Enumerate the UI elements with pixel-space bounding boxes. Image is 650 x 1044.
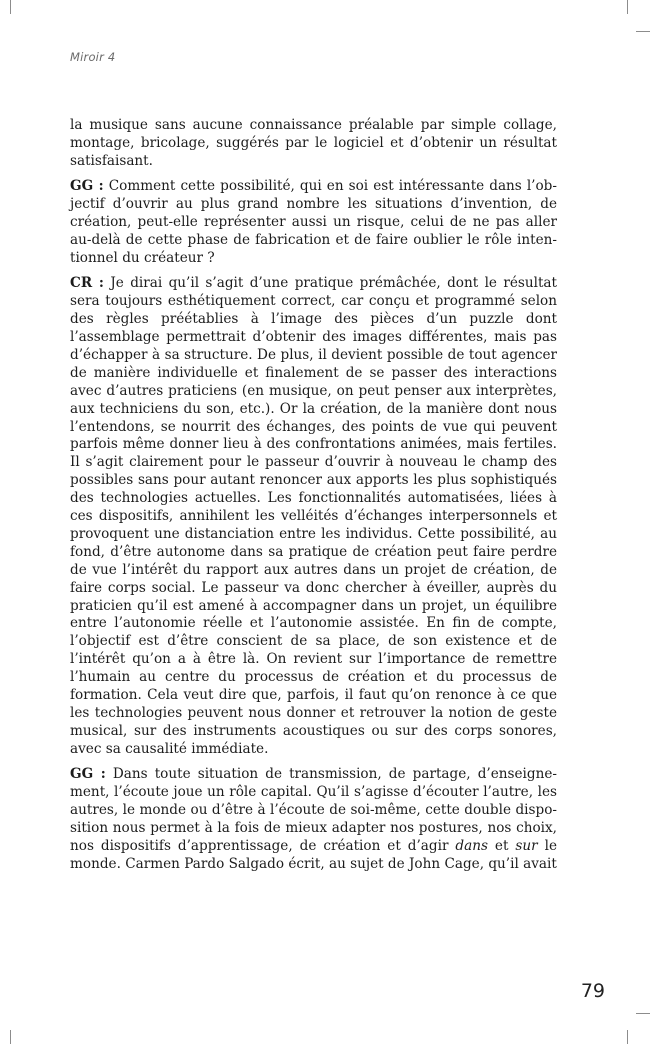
paragraph-4-text-after: le monde. Carmen Pardo Salgado écrit, au sujet de John Cage, qu’il avait (70, 837, 557, 872)
paragraph-4-text-before: Dans toute situation de transmission, de partage, d’enseignement, l’écoute joue un rôle capital. Qu’il s’agisse d’écouter l’autre, les autres, le monde ou d’être à l’écoute de soi-même, cette double disposition nous permet à la fois de mieux adapter nos postures, nos choix, nos dispositifs d’apprentissage, de création et d’agir (70, 766, 557, 854)
speaker-label: GG : (70, 178, 104, 195)
speaker-label: CR : (70, 275, 104, 292)
paragraph-1 (70, 117, 557, 171)
paragraph-2 (70, 178, 557, 268)
paragraph-4-text-mid: et (487, 837, 516, 854)
paragraph-4 (70, 766, 557, 873)
paragraph-3-text: Je dirai qu’il s’agit d’une pratique prémâchée, dont le résultat sera toujours esthétiquement correct, car conçu et programmé selon des règles préétablies à l’image des pièces d’un puzzle dont l’assemblage permettrait d’obtenir des images différentes, mais pas d’échapper à sa structure. De plus, il devient possible de tout agencer de manière individuelle et finalement de se passer des interactions avec d’autres praticiens (en musique, on peut penser aux interprètes, aux techniciens du son, etc.). Or la création, de la manière dont nous l’entendons, se nourrit des échanges, des points de vue qui peuvent parfois même donner lieu à des confrontations animées, mais fertiles. Il s’agit clairement pour le passeur d’ouvrir à nouveau le champ des possibles sans pour autant renoncer aux apports les plus sophistiqués des technologies actuelles. Les fonctionnalités automatisées, liées à ces dispositifs, annihilent les velléités d’échanges interpersonnels et provoquent une distanciation entre les individus. Cette possibilité, au fond, d’être autonome dans sa pratique de création peut faire perdre de vue l’intérêt du rapport aux autres dans un projet de création, de faire corps social. Le passeur va donc chercher à éveiller, auprès du praticien qu’il est amené à accompagner dans un projet, un équilibre entre l’autonomie réelle et l’autonomie assistée. En fin de compte, l’objectif est d’être conscient de sa place, de son existence et de l’intérêt qu’on a à être là. On revient sur l’importance de remettre l’humain au centre du processus de création et du processus de formation. Cela veut dire que, parfois, il faut qu’on renonce à ce que les technologies peuvent nous donner et retrouver la notion de geste musical, sur des instruments acoustiques ou sur des corps sonores, avec sa causalité immédiate. (70, 275, 557, 757)
speaker-label: GG : (70, 766, 106, 783)
page-number: 79 (580, 980, 605, 1002)
running-head: Miroir 4 (70, 50, 116, 64)
paragraph-2-text: Comment cette possibilité, qui en soi est intéressante dans l’objectif d’ouvrir au plus grand nombre les situations d’invention, de création, peut-elle représenter aussi un risque, celui de ne pas aller au-delà de cette phase de fabrication et de faire oublier le rôle intentionnel du créateur ? (70, 178, 557, 266)
paragraph-1-text: la musique sans aucune connaissance préalable par simple collage, montage, bricolage, suggérés par le logiciel et d’obtenir un résultat satisfaisant. (70, 117, 557, 169)
emphasis-dans: dans (455, 837, 488, 854)
crop-mark-bottom-left (10, 1030, 11, 1044)
body-text (70, 117, 557, 881)
crop-mark-top-right-horizontal (636, 31, 650, 32)
crop-mark-top-right (627, 0, 628, 14)
crop-mark-bottom-right-horizontal (636, 1013, 650, 1014)
emphasis-sur: sur (515, 837, 538, 854)
paragraph-3 (70, 275, 557, 758)
crop-mark-top-left (10, 0, 11, 14)
crop-mark-bottom-right (627, 1030, 628, 1044)
